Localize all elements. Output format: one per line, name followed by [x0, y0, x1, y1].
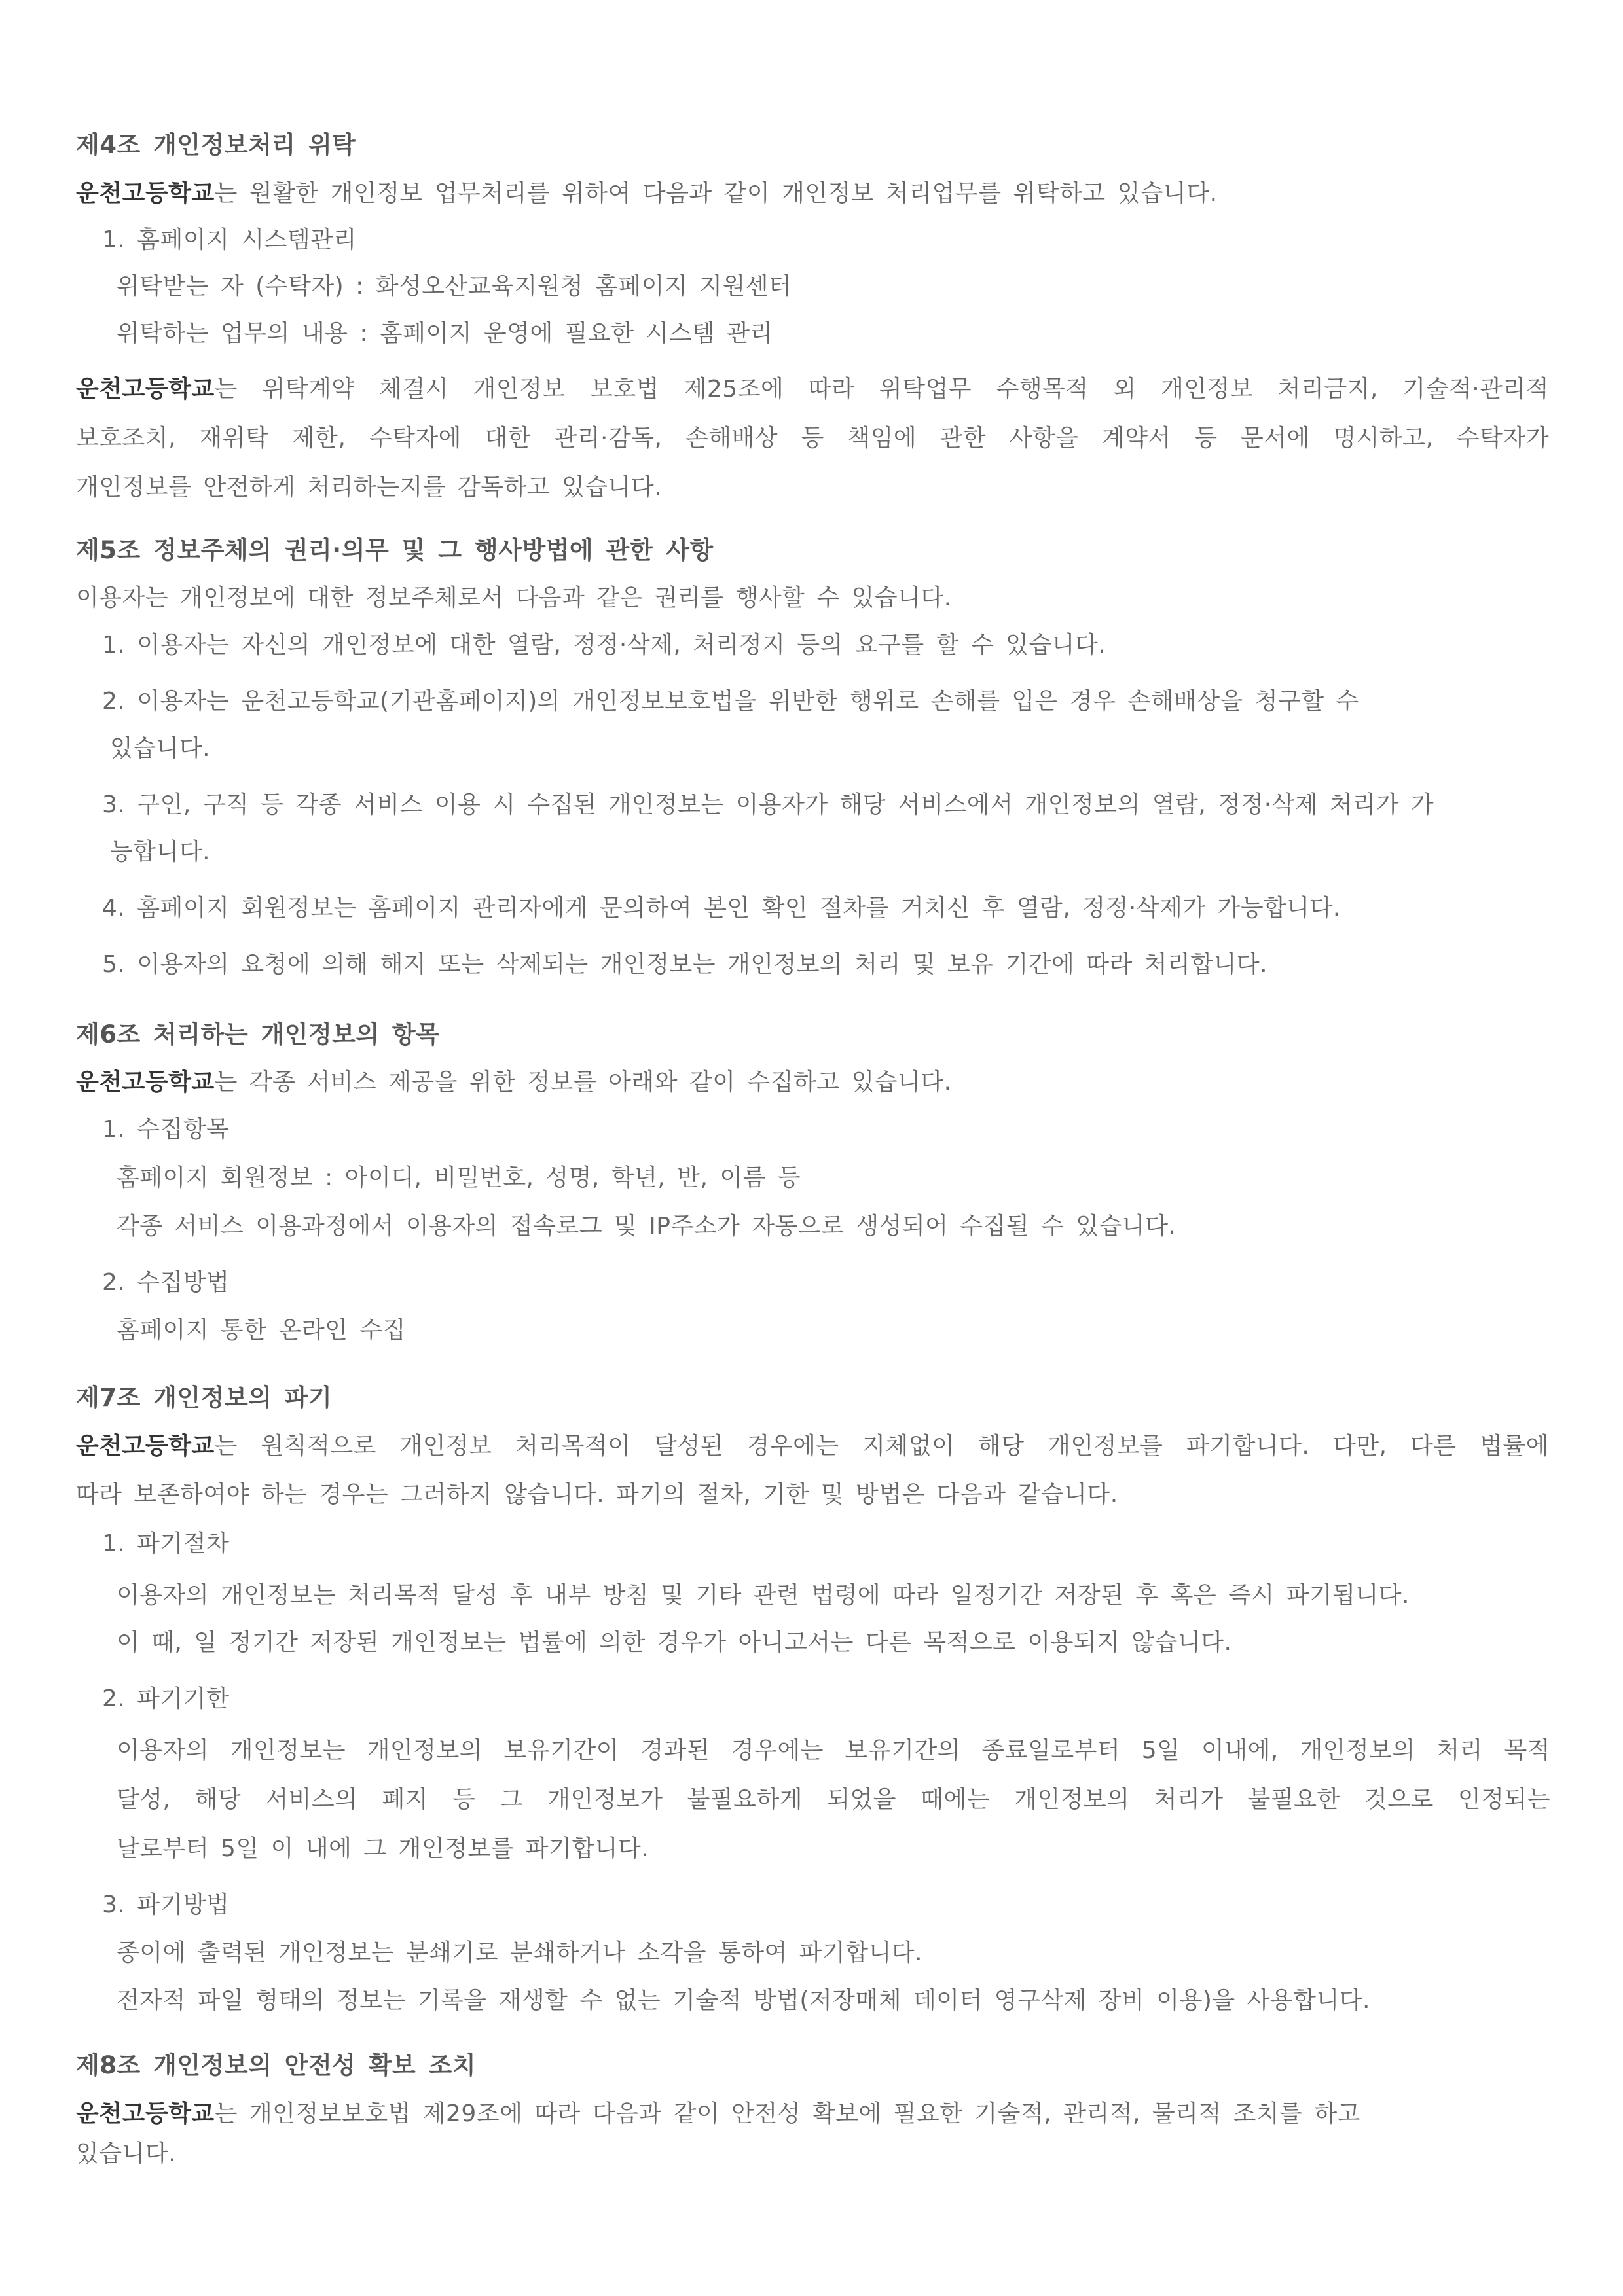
school-name: 운천고등학교	[76, 1433, 215, 1460]
section-4-item-1-label: 1. 홈페이지 시스템관리	[102, 226, 357, 253]
section-7-item-2-detail: 날로부터 5일 이 내에 그 개인정보를 파기합니다.	[117, 1835, 649, 1862]
section-8-intro-line: 있습니다.	[76, 2140, 177, 2167]
section-5-item: 4. 홈페이지 회원정보는 홈페이지 관리자에게 문의하여 본인 확인 절차를 거치신 후 열람, 정정·삭제가 가능합니다.	[102, 895, 1341, 922]
section-7-intro-line: 따라 보존하여야 하는 경우는 그러하지 않습니다. 파기의 절차, 기한 및 방법은 다음과 같습니다.	[76, 1481, 1118, 1508]
section-7-item-2-label: 2. 파기기한	[102, 1685, 230, 1712]
section-6-item-1-detail: 홈페이지 회원정보 : 아이디, 비밀번호, 성명, 학년, 반, 이름 등	[117, 1164, 801, 1191]
section-7-item-3-label: 3. 파기방법	[102, 1892, 230, 1918]
section-7-title: 제7조 개인정보의 파기	[76, 1384, 333, 1412]
section-7-item-2-detail: 이용자의 개인정보는 개인정보의 보유기간이 경과된 경우에는 보유기간의 종료일로부터 5일 이내에, 개인정보의 처리 목적	[117, 1737, 1550, 1764]
section-5-title: 제5조 정보주체의 권리·의무 및 그 행사방법에 관한 사항	[76, 536, 714, 564]
section-5-item: 1. 이용자는 자신의 개인정보에 대한 열람, 정정·삭제, 처리정지 등의 요구를 할 수 있습니다.	[102, 632, 1106, 658]
section-7-item-1-detail: 이용자의 개인정보는 처리목적 달성 후 내부 방침 및 기타 관련 법령에 따라 일정기간 저장된 후 혹은 즉시 파기됩니다.	[117, 1582, 1410, 1609]
section-4-closing-line: 개인정보를 안전하게 처리하는지를 감독하고 있습니다.	[76, 474, 663, 501]
section-7-item-3-detail: 전자적 파일 형태의 정보는 기록을 재생할 수 없는 기술적 방법(저장매체 데이터 영구삭제 장비 이용)을 사용합니다.	[117, 1987, 1370, 2014]
section-4-item-1-detail: 위탁받는 자 (수탁자) : 화성오산교육지원청 홈페이지 지원센터	[117, 273, 792, 300]
section-5-item-cont: 있습니다.	[110, 735, 211, 762]
section-5-item-cont: 능합니다.	[110, 838, 211, 865]
section-8-intro-line: 운천고등학교는 개인정보보호법 제29조에 따라 다음과 같이 안전성 확보에 필요한 기술적, 관리적, 물리적 조치를 하고	[76, 2100, 1360, 2127]
section-5-intro: 이용자는 개인정보에 대한 정보주체로서 다음과 같은 권리를 행사할 수 있습니다.	[76, 584, 952, 611]
section-6-item-2-label: 2. 수집방법	[102, 1269, 230, 1296]
school-name: 운천고등학교	[76, 1069, 215, 1096]
section-6-item-2-detail: 홈페이지 통한 온라인 수집	[117, 1317, 406, 1344]
section-7-item-2-detail: 달성, 해당 서비스의 폐지 등 그 개인정보가 불필요하게 되었을 때에는 개인정보의 처리가 불필요한 것으로 인정되는	[117, 1786, 1550, 1813]
section-4-item-1-detail: 위탁하는 업무의 내용 : 홈페이지 운영에 필요한 시스템 관리	[117, 320, 773, 347]
school-name: 운천고등학교	[76, 2100, 215, 2127]
section-5-item: 2. 이용자는 운천고등학교(기관홈페이지)의 개인정보보호법을 위반한 행위로 손해를 입은 경우 손해배상을 청구할 수	[102, 688, 1359, 715]
school-name: 운천고등학교	[76, 376, 215, 403]
section-5-item: 5. 이용자의 요청에 의해 해지 또는 삭제되는 개인정보는 개인정보의 처리 및 보유 기간에 따라 처리합니다.	[102, 951, 1268, 978]
section-7-item-1-detail: 이 때, 일 정기간 저장된 개인정보는 법률에 의한 경우가 아니고서는 다른 목적으로 이용되지 않습니다.	[117, 1629, 1232, 1656]
section-4-intro: 운천고등학교는 원활한 개인정보 업무처리를 위하여 다음과 같이 개인정보 처리업무를 위탁하고 있습니다.	[76, 180, 1218, 207]
section-7-item-3-detail: 종이에 출력된 개인정보는 분쇄기로 분쇄하거나 소각을 통하여 파기합니다.	[117, 1939, 923, 1966]
section-6-item-1-detail: 각종 서비스 이용과정에서 이용자의 접속로그 및 IP주소가 자동으로 생성되어 수집될 수 있습니다.	[117, 1213, 1176, 1240]
section-8-title: 제8조 개인정보의 안전성 확보 조치	[76, 2051, 477, 2079]
section-7-intro-line: 운천고등학교는 원칙적으로 개인정보 처리목적이 달성된 경우에는 지체없이 해당 개인정보를 파기합니다. 다만, 다른 법률에	[76, 1433, 1549, 1460]
section-4-closing-line: 운천고등학교는 위탁계약 체결시 개인정보 보호법 제25조에 따라 위탁업무 수행목적 외 개인정보 처리금지, 기술적·관리적	[76, 376, 1549, 403]
section-4-title: 제4조 개인정보처리 위탁	[76, 131, 356, 159]
section-6-title: 제6조 처리하는 개인정보의 항목	[76, 1020, 440, 1049]
section-7-item-1-label: 1. 파기절차	[102, 1530, 230, 1557]
school-name: 운천고등학교	[76, 180, 215, 207]
section-5-item: 3. 구인, 구직 등 각종 서비스 이용 시 수집된 개인정보는 이용자가 해당 서비스에서 개인정보의 열람, 정정·삭제 처리가 가	[102, 791, 1434, 818]
section-6-intro: 운천고등학교는 각종 서비스 제공을 위한 정보를 아래와 같이 수집하고 있습니다.	[76, 1069, 952, 1096]
section-6-item-1-label: 1. 수집항목	[102, 1116, 230, 1143]
section-4-closing-line: 보호조치, 재위탁 제한, 수탁자에 대한 관리·감독, 손해배상 등 책임에 관한 사항을 계약서 등 문서에 명시하고, 수탁자가	[76, 425, 1549, 452]
